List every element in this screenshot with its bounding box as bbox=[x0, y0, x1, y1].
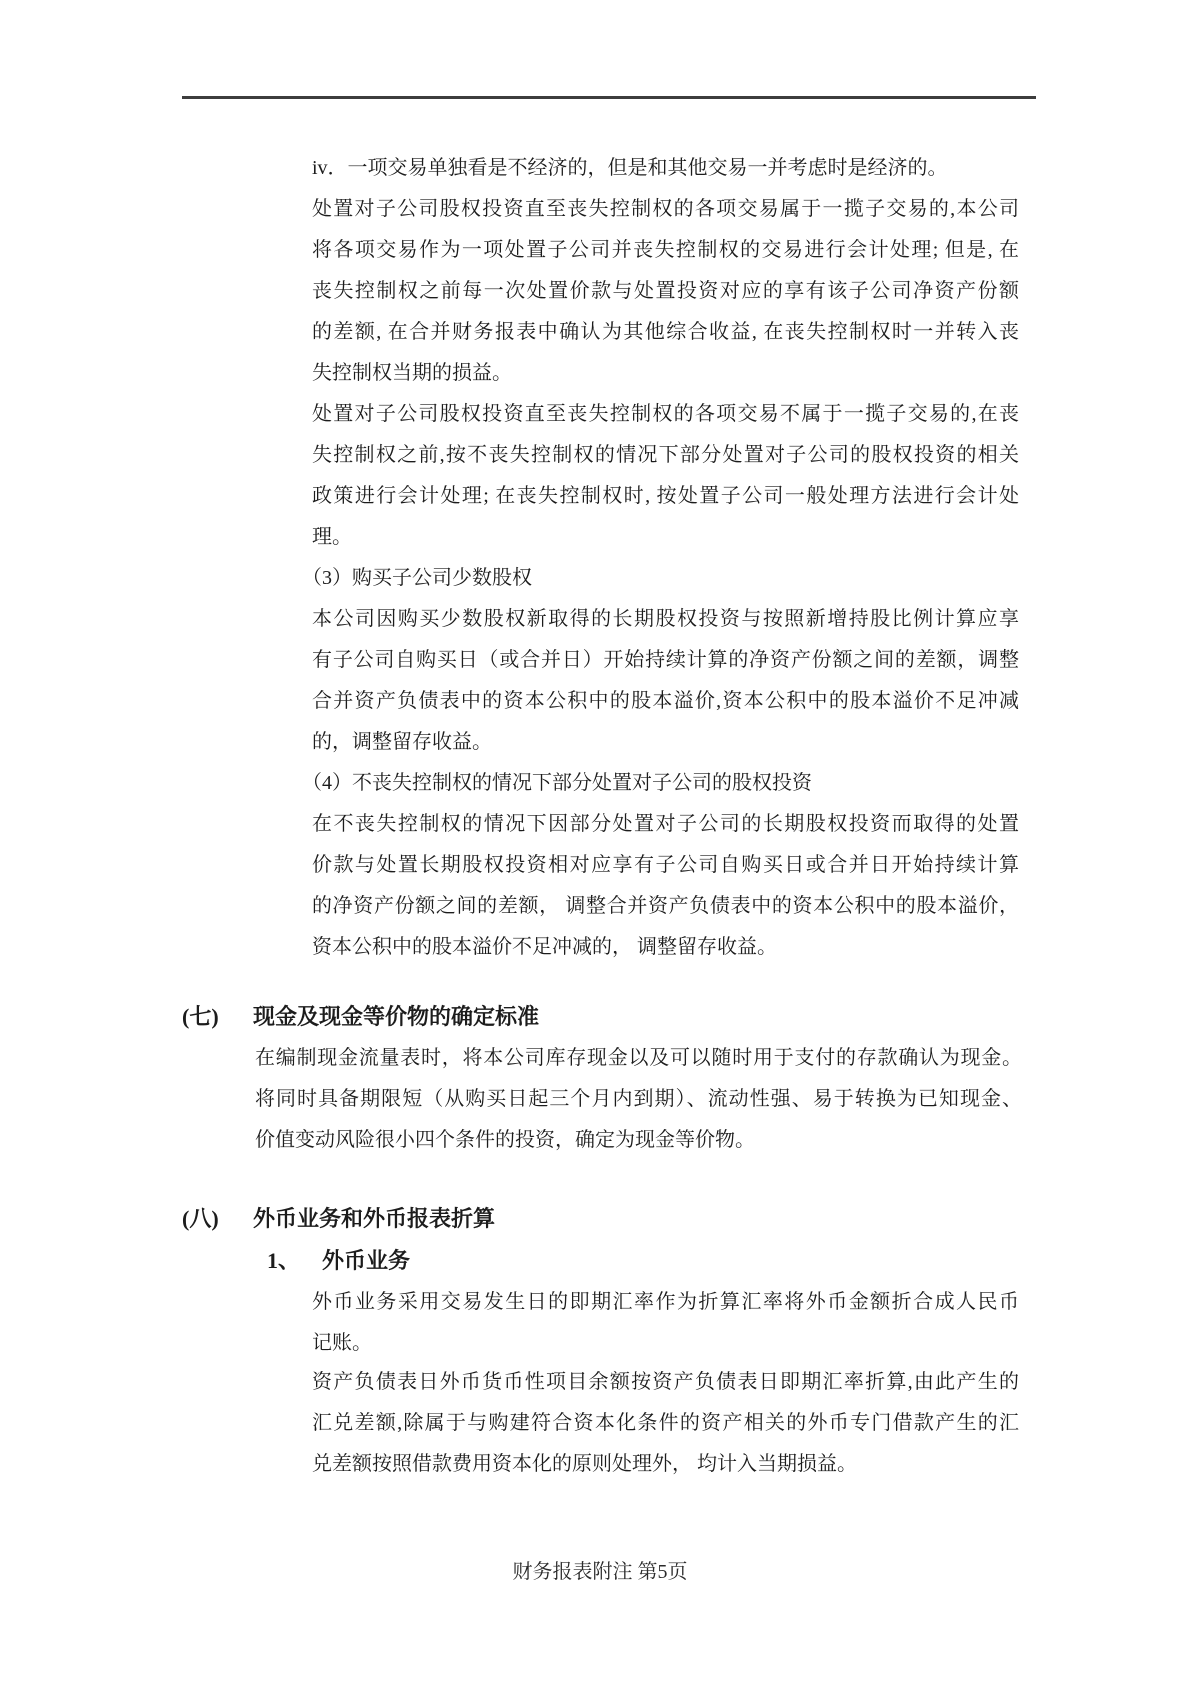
text-line: 有子公司自购买日（或合并日）开始持续计算的净资产份额之间的差额，调整 bbox=[312, 649, 1019, 671]
list-item-3-heading: （3）购买子公司少数股权 bbox=[302, 567, 532, 589]
text-line: 合并资产负债表中的资本公积中的股本溢价,资本公积中的股本溢价不足冲减 bbox=[312, 690, 1019, 712]
text-line: 丧失控制权之前每一次处置价款与处置投资对应的享有该子公司净资产份额 bbox=[312, 280, 1019, 302]
section-8-number: (八) bbox=[182, 1206, 219, 1231]
section-7-body bbox=[255, 1038, 1022, 1161]
text-line: 理。 bbox=[312, 526, 352, 548]
text-line: 政策进行会计处理; 在丧失控制权时, 按处置子公司一般处理方法进行会计处 bbox=[312, 485, 1019, 507]
text-line: 处置对子公司股权投资直至丧失控制权的各项交易不属于一揽子交易的,在丧 bbox=[312, 403, 1019, 425]
header-rule bbox=[182, 96, 1036, 99]
text-line: 资产负债表日外币货币性项目余额按资产负债表日即期汇率折算,由此产生的 bbox=[312, 1371, 1019, 1393]
text-line: 汇兑差额,除属于与购建符合资本化条件的资产相关的外币专门借款产生的汇 bbox=[312, 1412, 1019, 1434]
section-8-paragraph-1 bbox=[312, 1282, 1019, 1364]
section-7-number: (七) bbox=[182, 1004, 219, 1029]
text-line: 在不丧失控制权的情况下因部分处置对子公司的长期股权投资而取得的处置 bbox=[312, 813, 1019, 835]
list-item-4-heading: （4）不丧失控制权的情况下部分处置对子公司的股权投资 bbox=[302, 772, 812, 794]
text-line: 资本公积中的股本溢价不足冲减的， 调整留存收益。 bbox=[312, 936, 777, 958]
text-line: 价款与处置长期股权投资相对应享有子公司自购买日或合并日开始持续计算 bbox=[312, 854, 1019, 876]
subsection-1-title: 外币业务 bbox=[322, 1248, 411, 1273]
section-7-title: 现金及现金等价物的确定标准 bbox=[253, 1004, 540, 1029]
main-text-block bbox=[302, 148, 1019, 968]
section-8-paragraph-2 bbox=[312, 1362, 1019, 1485]
text-line: 价值变动风险很小四个条件的投资，确定为现金等价物。 bbox=[255, 1129, 755, 1151]
text-line: 失控制权当期的损益。 bbox=[312, 362, 512, 384]
text-line: 外币业务采用交易发生日的即期汇率作为折算汇率将外币金额折合成人民币 bbox=[312, 1291, 1019, 1313]
text-line: 失控制权之前,按不丧失控制权的情况下部分处置对子公司的股权投资的相关 bbox=[312, 444, 1019, 466]
text-line: 处置对子公司股权投资直至丧失控制权的各项交易属于一揽子交易的,本公司 bbox=[312, 198, 1019, 220]
text-line: 兑差额按照借款费用资本化的原则处理外， 均计入当期损益。 bbox=[312, 1453, 857, 1475]
subsection-1-number: 1、 bbox=[267, 1248, 301, 1273]
text-line: 的，调整留存收益。 bbox=[312, 731, 492, 753]
text-line: 的净资产份额之间的差额， 调整合并资产负债表中的资本公积中的股本溢价， bbox=[312, 895, 1019, 917]
text-line: 的差额, 在合并财务报表中确认为其他综合收益, 在丧失控制权时一并转入丧 bbox=[312, 321, 1019, 343]
text-line: 记账。 bbox=[312, 1332, 372, 1354]
page-footer: 财务报表附注 第5页 bbox=[512, 1561, 688, 1583]
text-line: 本公司因购买少数股权新取得的长期股权投资与按照新增持股比例计算应享 bbox=[312, 608, 1019, 630]
text-line: 将各项交易作为一项处置子公司并丧失控制权的交易进行会计处理; 但是, 在 bbox=[312, 239, 1019, 261]
text-line: 在编制现金流量表时，将本公司库存现金以及可以随时用于支付的存款确认为现金。 bbox=[255, 1047, 1022, 1069]
text-line: 将同时具备期限短（从购买日起三个月内到期）、流动性强、易于转换为已知现金、 bbox=[255, 1088, 1022, 1110]
section-8-title: 外币业务和外币报表折算 bbox=[253, 1206, 496, 1231]
text-line: iv．一项交易单独看是不经济的，但是和其他交易一并考虑时是经济的。 bbox=[312, 157, 948, 179]
